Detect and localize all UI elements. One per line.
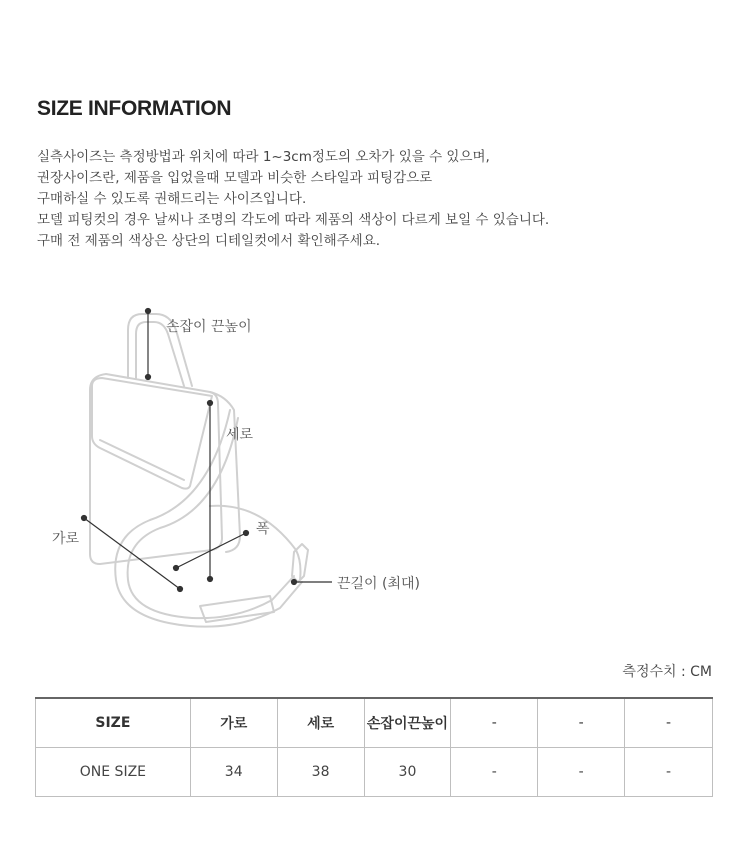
label-strap-length: 끈길이 (최대) (337, 576, 420, 592)
table-cell: - (625, 748, 713, 797)
size-table (35, 697, 713, 797)
table-cell: 30 (364, 748, 451, 797)
table-cell: 34 (190, 748, 277, 797)
table-header-cell: 세로 (277, 698, 364, 748)
table-header-cell: 가로 (190, 698, 277, 748)
table-cell: - (538, 748, 625, 797)
table-header-cell: SIZE (36, 698, 191, 748)
note-line: 모델 피팅컷의 경우 날씨나 조명의 각도에 따라 제품의 색상이 다르게 보일 수 있습니다. (37, 212, 550, 228)
table-header-cell: 손잡이끈높이 (364, 698, 451, 748)
size-notes (37, 147, 727, 252)
table-header-cell: - (451, 698, 538, 748)
table-cell: 38 (277, 748, 364, 797)
bag-measurement-diagram (40, 300, 460, 640)
label-height: 세로 (226, 427, 254, 443)
note-line: 구매 전 제품의 색상은 상단의 디테일컷에서 확인해주세요. (37, 233, 381, 249)
table-cell: - (451, 748, 538, 797)
page-title: SIZE INFORMATION (37, 97, 232, 120)
note-line: 실측사이즈는 측정방법과 위치에 따라 1~3cm정도의 오차가 있을 수 있으며, (37, 149, 490, 165)
table-cell: ONE SIZE (36, 748, 191, 797)
label-handle-height: 손잡이 끈높이 (166, 319, 252, 335)
table-header-row (36, 698, 713, 748)
note-line: 구매하실 수 있도록 권해드리는 사이즈입니다. (37, 191, 307, 207)
table-row (36, 748, 713, 797)
label-depth: 폭 (256, 521, 270, 537)
note-line: 권장사이즈란, 제품을 입었을때 모델과 비슷한 스타일과 피팅감으로 (37, 170, 433, 186)
table-header-cell: - (625, 698, 713, 748)
unit-label: 측정수치 : CM (622, 664, 712, 680)
label-width: 가로 (52, 531, 80, 547)
table-header-cell: - (538, 698, 625, 748)
